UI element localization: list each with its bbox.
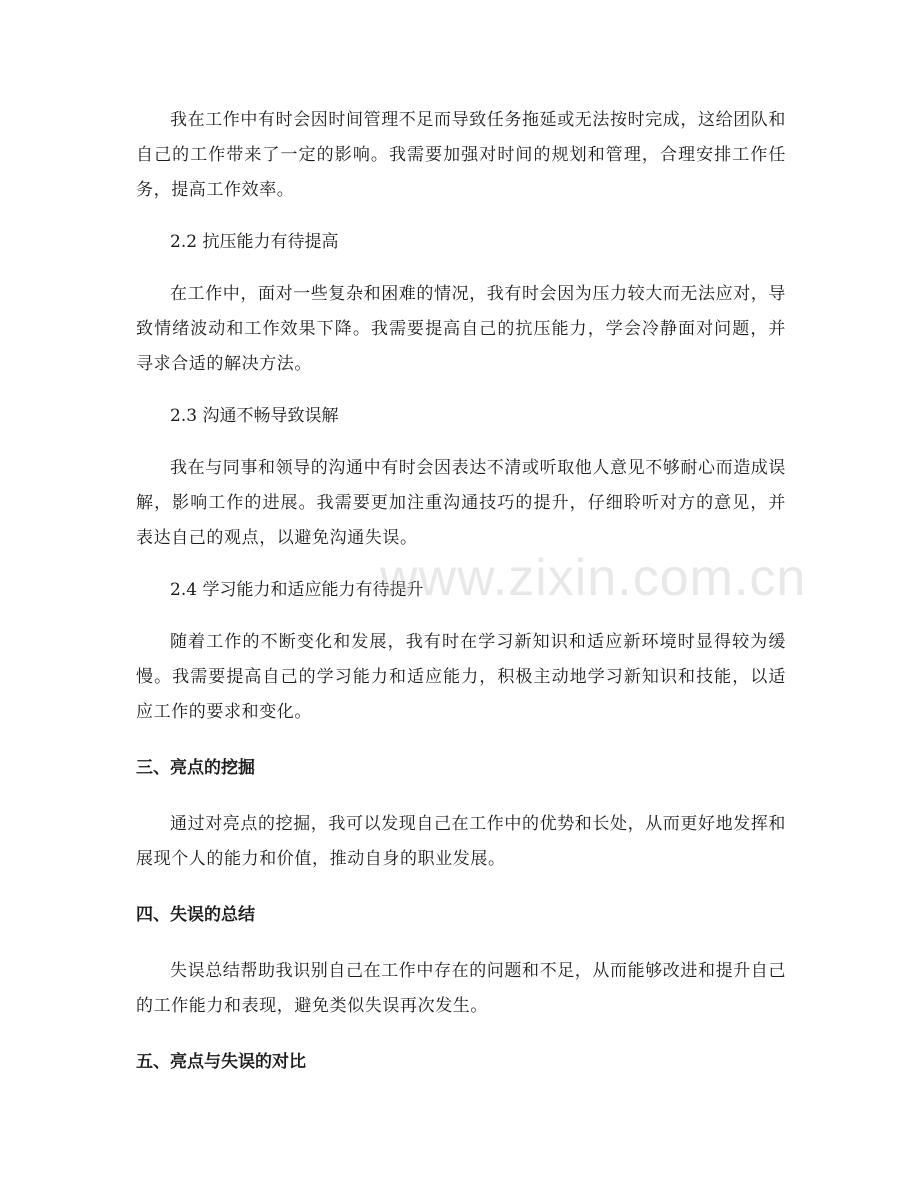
document-page (136, 103, 786, 1080)
paragraph-mistakes-summary: 失误总结帮助我识别自己在工作中存在的问题和不足，从而能够改进和提升自己的工作能力和表现，避免类似失误再次发生。 (136, 961, 786, 1016)
paragraph-learning-ability: 随着工作的不断变化和发展，我有时在学习新知识和适应新环境时显得较为缓慢。我需要提高自己的学习能力和适应能力，积极主动地学习新知识和技能，以适应工作的要求和变化。 (136, 632, 786, 722)
paragraph-time-management: 我在工作中有时会因时间管理不足而导致任务拖延或无法按时完成，这给团队和自己的工作带来了一定的影响。我需要加强对时间的规划和管理，合理安排工作任务，提高工作效率。 (136, 110, 786, 200)
section-heading-4: 四、失误的总结 (136, 905, 255, 925)
paragraph-highlights: 通过对亮点的挖掘，我可以发现自己在工作中的优势和长处，从而更好地发挥和展现个人的能力和价值，推动自身的职业发展。 (136, 814, 786, 869)
watermark: www.zixin.com.cn (380, 549, 807, 607)
paragraph-communication: 我在与同事和领导的沟通中有时会因表达不清或听取他人意见不够耐心而造成误解，影响工作的进展。我需要更加注重沟通技巧的提升，仔细聆听对方的意见，并表达自己的观点，以避免沟通失误。 (136, 458, 786, 548)
section-heading-3: 三、亮点的挖掘 (136, 758, 255, 778)
paragraph-stress-resistance: 在工作中，面对一些复杂和困难的情况，我有时会因为压力较大而无法应对，导致情绪波动和工作效果下降。我需要提高自己的抗压能力，学会冷静面对问题，并寻求合适的解决方法。 (136, 284, 786, 374)
subheading-2-2: 2.2 抗压能力有待提高 (170, 232, 339, 252)
subheading-2-3: 2.3 沟通不畅导致误解 (170, 406, 339, 426)
section-heading-5: 五、亮点与失误的对比 (136, 1052, 306, 1072)
subheading-2-4: 2.4 学习能力和适应能力有待提升 (170, 580, 424, 600)
